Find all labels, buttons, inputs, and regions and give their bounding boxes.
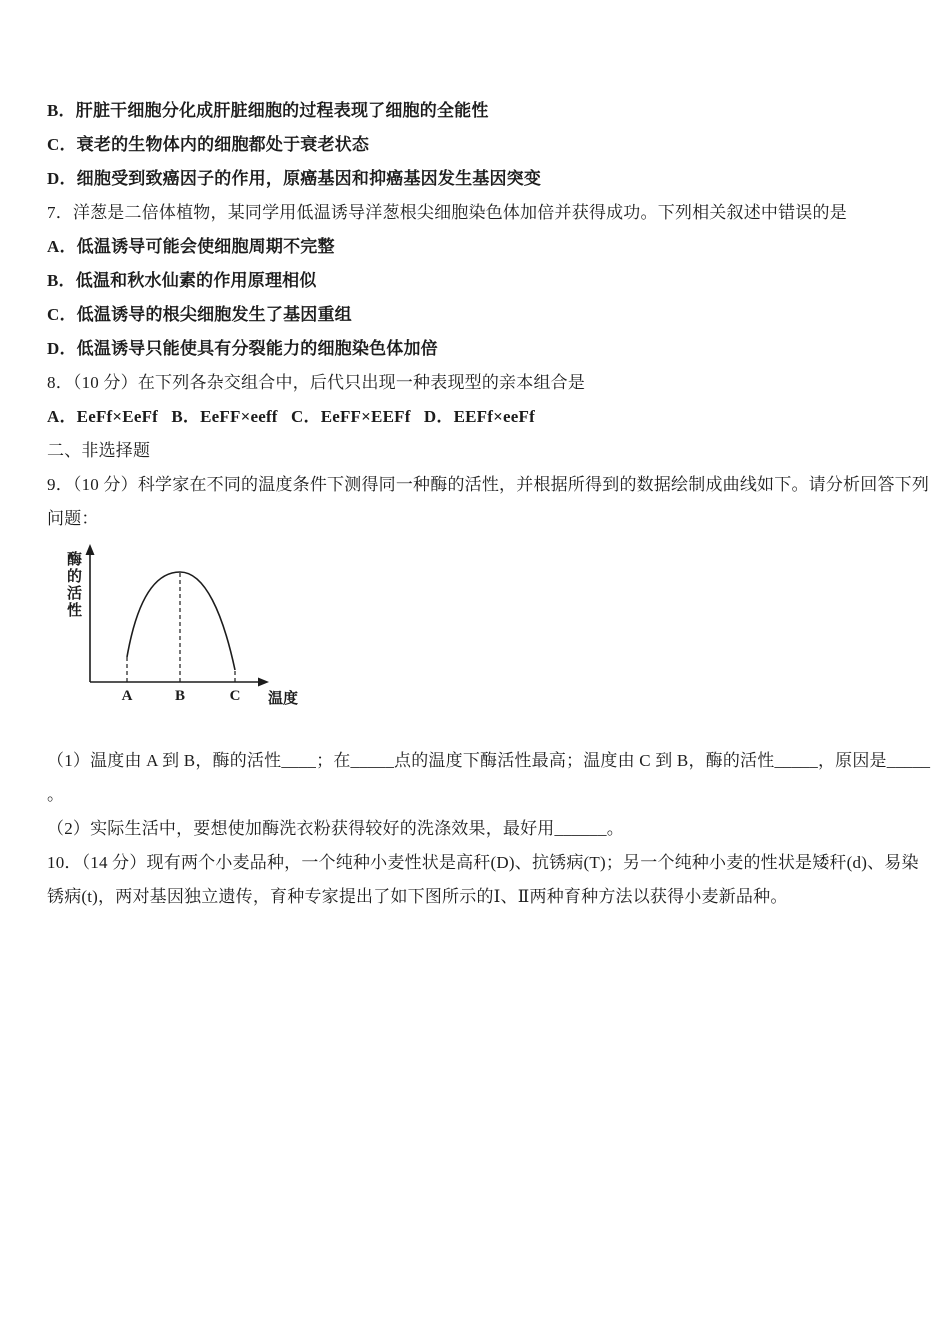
- q7-option-b: B．低温和秋水仙素的作用原理相似: [47, 271, 317, 290]
- tick-label-b: B: [174, 688, 186, 704]
- question-9-stem-line2: 问题：: [47, 509, 99, 528]
- question-8-stem: 8．（10 分）在下列各杂交组合中，后代只出现一种表现型的亲本组合是: [47, 373, 586, 392]
- question-10-stem-line2: 锈病(t)，两对基因独立遗传，育种专家提出了如下图所示的Ⅰ、Ⅱ两种育种方法以获得小麦新品种。: [47, 887, 788, 906]
- x-axis-arrow-icon: [258, 678, 269, 687]
- tick-label-c: C: [229, 688, 241, 704]
- section-2-heading: 二、非选择题: [47, 441, 151, 460]
- q6-option-d: D．细胞受到致癌因子的作用，原癌基因和抑癌基因发生基因突变: [47, 169, 542, 188]
- question-9-stem-line1: 9．（10 分）科学家在不同的温度条件下测得同一种酶的活性，并根据所得到的数据绘制成曲线如下。请分析回答下列: [47, 475, 930, 494]
- question-7-stem: 7．洋葱是二倍体植物，某同学用低温诱导洋葱根尖细胞染色体加倍并获得成功。下列相关叙述中错误的是: [47, 203, 847, 222]
- y-axis-label-char-3: 活: [67, 586, 83, 602]
- q9-blank-2: （2）实际生活中，要想使加酶洗衣粉获得较好的洗涤效果，最好用______。: [47, 819, 624, 838]
- q9-blank-1: （1）温度由 A 到 B，酶的活性____；在_____点的温度下酶活性最高；温度由 C 到 B，酶的活性_____，原因是_____: [47, 751, 931, 770]
- y-axis-label-char-4: 性: [67, 603, 83, 619]
- q6-option-c: C．衰老的生物体内的细胞都处于衰老状态: [47, 135, 370, 154]
- tick-label-a: A: [121, 688, 133, 704]
- q7-option-c: C．低温诱导的根尖细胞发生了基因重组: [47, 305, 352, 324]
- enzyme-activity-chart: [55, 542, 355, 727]
- question-10-stem-line1: 10．（14 分）现有两个小麦品种，一个纯种小麦性状是高秆(D)、抗锈病(T)；另一个纯种小麦的性状是矮秆(d)、易染: [47, 853, 919, 872]
- y-axis-arrow-icon: [86, 544, 95, 555]
- y-axis-label-char-1: 酶: [67, 552, 83, 568]
- enzyme-activity-figure: [55, 542, 910, 732]
- y-axis-label-char-2: 的: [67, 569, 83, 585]
- q7-option-a: A．低温诱导可能会使细胞周期不完整: [47, 237, 335, 256]
- q6-option-b: B．肝脏干细胞分化成肝脏细胞的过程表现了细胞的全能性: [47, 101, 489, 120]
- q7-option-d: D．低温诱导只能使具有分裂能力的细胞染色体加倍: [47, 339, 438, 358]
- q9-blank-1-period: 。: [47, 785, 65, 804]
- q8-options: A．EeFf×EeFf B．EeFF×eeff C．EeFF×EEFf D．EEFf×eeFf: [47, 407, 535, 426]
- enzyme-activity-curve: [127, 572, 235, 670]
- x-axis-label: 温度: [268, 691, 299, 707]
